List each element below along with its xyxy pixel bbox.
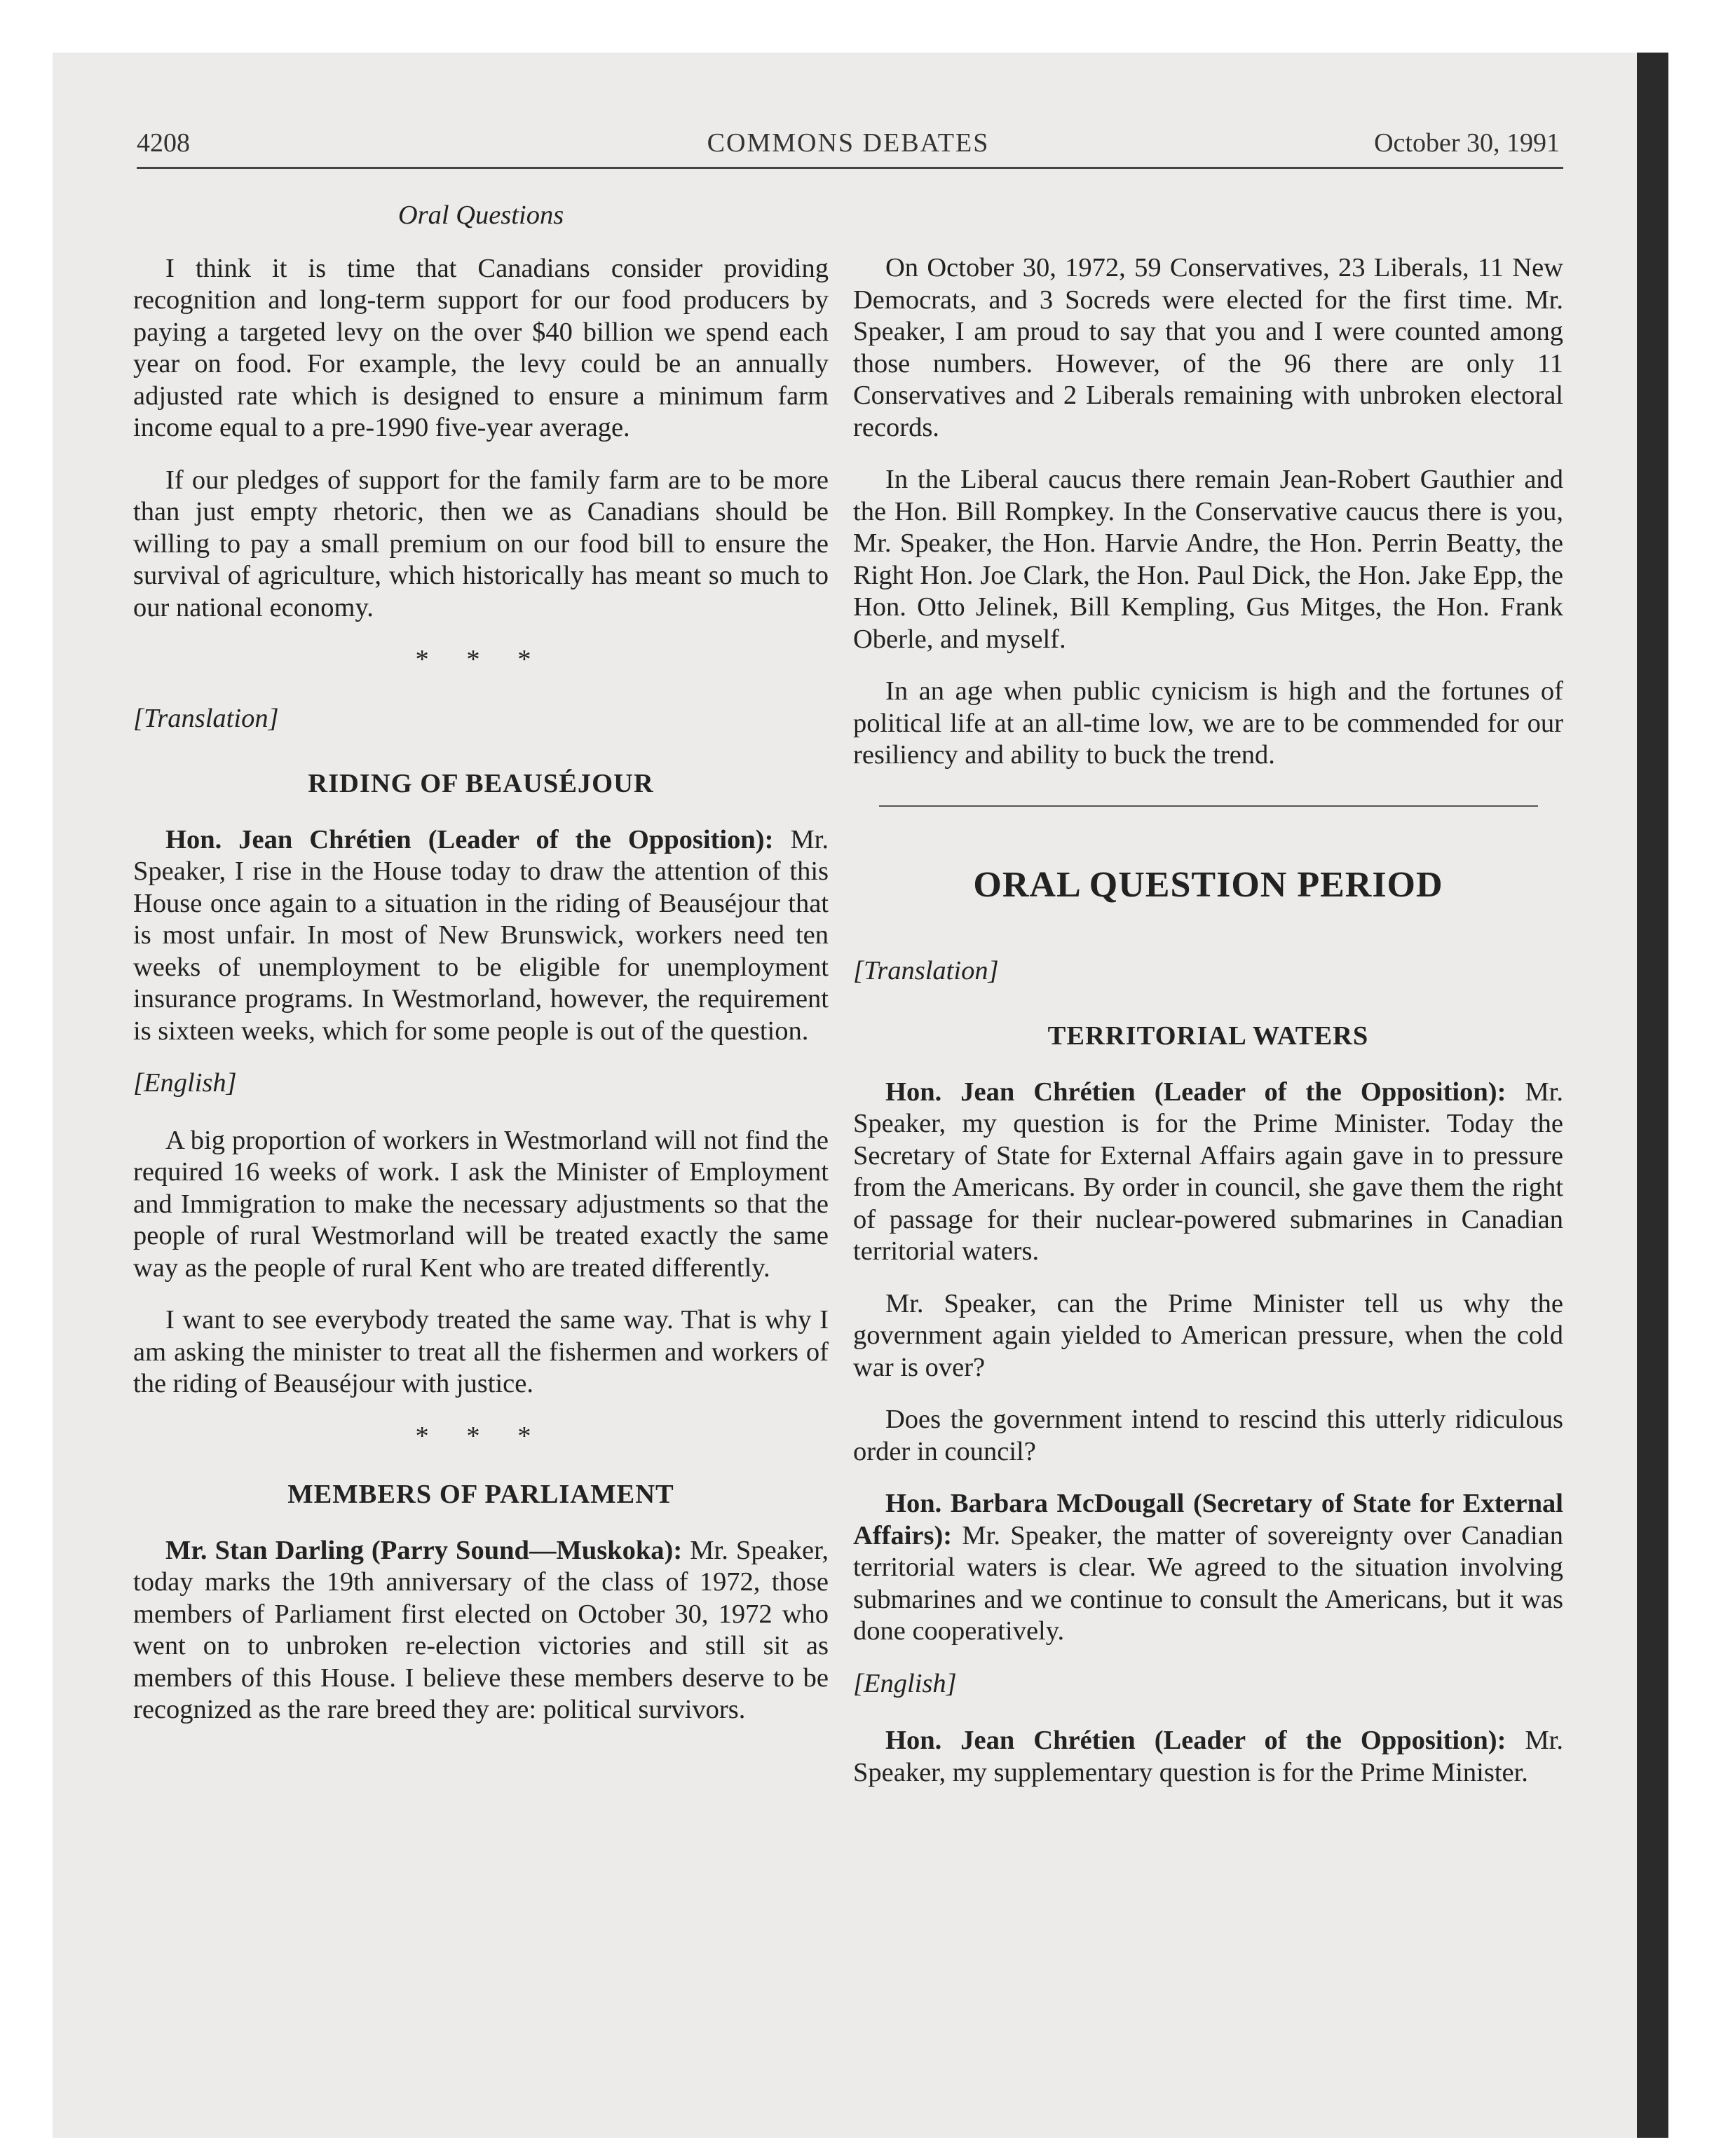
section-heading: MEMBERS OF PARLIAMENT <box>287 1480 674 1509</box>
language-tag-text: Translation <box>863 955 988 985</box>
speech-text: Mr. Speaker, the matter of sovereignty over Canadian territorial waters is clear. We agreed to the situation involving submarines and we continue to consult the Americans, but it was done cooperatively. <box>853 1520 1564 1646</box>
section-separator: * * * <box>415 1421 547 1451</box>
speaker-name: Mr. Stan Darling (Parry Sound—Muskoka): <box>165 1535 683 1565</box>
publication-title: COMMONS DEBATES <box>707 128 990 158</box>
language-tag-text: Translation <box>143 703 268 733</box>
speech-paragraph <box>853 1077 1563 1268</box>
right-column <box>853 252 1563 1809</box>
paragraph: If our pledges of support for the family farm are to be more than just empty rhetoric, then we as Canadians should be willing to pay a small premium on our food bill to ensure the survival of agriculture, which historically has meant so much to our national economy. <box>133 465 829 622</box>
language-tag-text: English <box>143 1068 226 1098</box>
language-tag: [English] <box>853 1668 957 1698</box>
left-column <box>133 200 829 1747</box>
speech-paragraph <box>133 1535 829 1726</box>
speech-text: Mr. Speaker, I rise in the House today to draw the attention of this House once again to a situation in the riding of Beauséjour that is most unfair. In most of New Brunswick, workers need ten weeks of unemployment to be eligible for unemployment insurance programs. In Westmorland, however, the requirement is sixteen weeks, which for some people is out of the question. <box>133 824 829 1046</box>
paragraph: A big proportion of workers in Westmorland will not find the required 16 weeks of work. I ask the Minister of Employment and Immigration to make the necessary adjustments so that the people of rural Westmorland will be treated exactly the same way as the people of rural Kent who are treated differently. <box>133 1125 829 1283</box>
speech-text: Mr. Speaker, my question is for the Prime Minister. Today the Secretary of State for External Affairs again gave in to pressure from the Americans. By order in council, she gave them the right of passage for their nuclear-powered submarines in Canadian territorial waters. <box>853 1077 1563 1266</box>
section-separator: * * * <box>415 645 547 674</box>
paragraph: On October 30, 1972, 59 Conservatives, 23 Liberals, 11 New Democrats, and 3 Socreds were elected for the first time. Mr. Speaker, I am proud to say that you and I were counted among those numbers. However, of the 96 there are only 11 Conservatives and 2 Liberals remaining with unbroken electoral records. <box>853 253 1563 442</box>
speech-paragraph <box>853 1725 1563 1789</box>
speech-text: Mr. Speaker, today marks the 19th anniversary of the class of 1972, those members of Parliament first elected on October 30, 1972 who went on to unbroken re-election victories and still sit as members of this House. I believe these members deserve to be recognized as the rare breed they are: political survivors. <box>133 1535 829 1724</box>
speaker-name: Hon. Jean Chrétien (Leader of the Opposition): <box>885 1077 1506 1107</box>
language-tag: [Translation] <box>853 955 999 985</box>
paragraph: I think it is time that Canadians consider providing recognition and long-term support for our food producers by paying a targeted levy on the over $40 billion we spend each year on food. For example, the levy could be an annually adjusted rate which is designed to ensure a minimum farm income equal to a pre-1990 five-year average. <box>133 253 829 442</box>
speaker-name: Hon. Barbara McDougall (Secretary of State for External Affairs): <box>853 1489 1563 1550</box>
issue-date: October 30, 1991 <box>1374 128 1560 158</box>
language-tag: [Translation] <box>133 703 279 733</box>
section-heading: TERRITORIAL WATERS <box>1047 1021 1369 1051</box>
paragraph: Does the government intend to rescind this utterly ridiculous order in council? <box>853 1405 1563 1466</box>
section-heading: RIDING OF BEAUSÉJOUR <box>308 769 654 798</box>
header-rule <box>137 167 1563 169</box>
language-tag: [English] <box>133 1068 237 1098</box>
section-title: ORAL QUESTION PERIOD <box>973 864 1443 905</box>
paragraph: I want to see everybody treated the same way. That is why I am asking the minister to treat all the fishermen and workers of the riding of Beauséjour with justice. <box>133 1305 829 1398</box>
paragraph: In the Liberal caucus there remain Jean-Robert Gauthier and the Hon. Bill Rompkey. In the Conservative caucus there is you, Mr. Speaker, the Hon. Harvie Andre, the Hon. Perrin Beatty, the Right Hon. Joe Clark, the Hon. Paul Dick, the Hon. Jake Epp, the Hon. Otto Jelinek, Bill Kempling, Gus Mitges, the Hon. Frank Oberle, and myself. <box>853 465 1563 654</box>
scan-edge-shadow <box>1637 53 1668 2138</box>
running-head: Oral Questions <box>397 200 564 230</box>
section-rule <box>879 805 1538 807</box>
speech-text: Mr. Speaker, my supplementary question is for the Prime Minister. <box>853 1726 1563 1787</box>
speaker-name: Hon. Jean Chrétien (Leader of the Opposition): <box>885 1726 1506 1755</box>
page-number: 4208 <box>137 128 190 158</box>
speech-paragraph <box>133 824 829 1048</box>
paragraph: In an age when public cynicism is high and the fortunes of political life at an all-time low, we are to be commended for our resiliency and ability to buck the trend. <box>853 676 1563 770</box>
speech-paragraph <box>853 1488 1563 1648</box>
speaker-name: Hon. Jean Chrétien (Leader of the Opposition): <box>165 824 774 854</box>
language-tag-text: English <box>863 1668 946 1698</box>
paragraph: Mr. Speaker, can the Prime Minister tell us why the government again yielded to American pressure, when the cold war is over? <box>853 1288 1563 1382</box>
